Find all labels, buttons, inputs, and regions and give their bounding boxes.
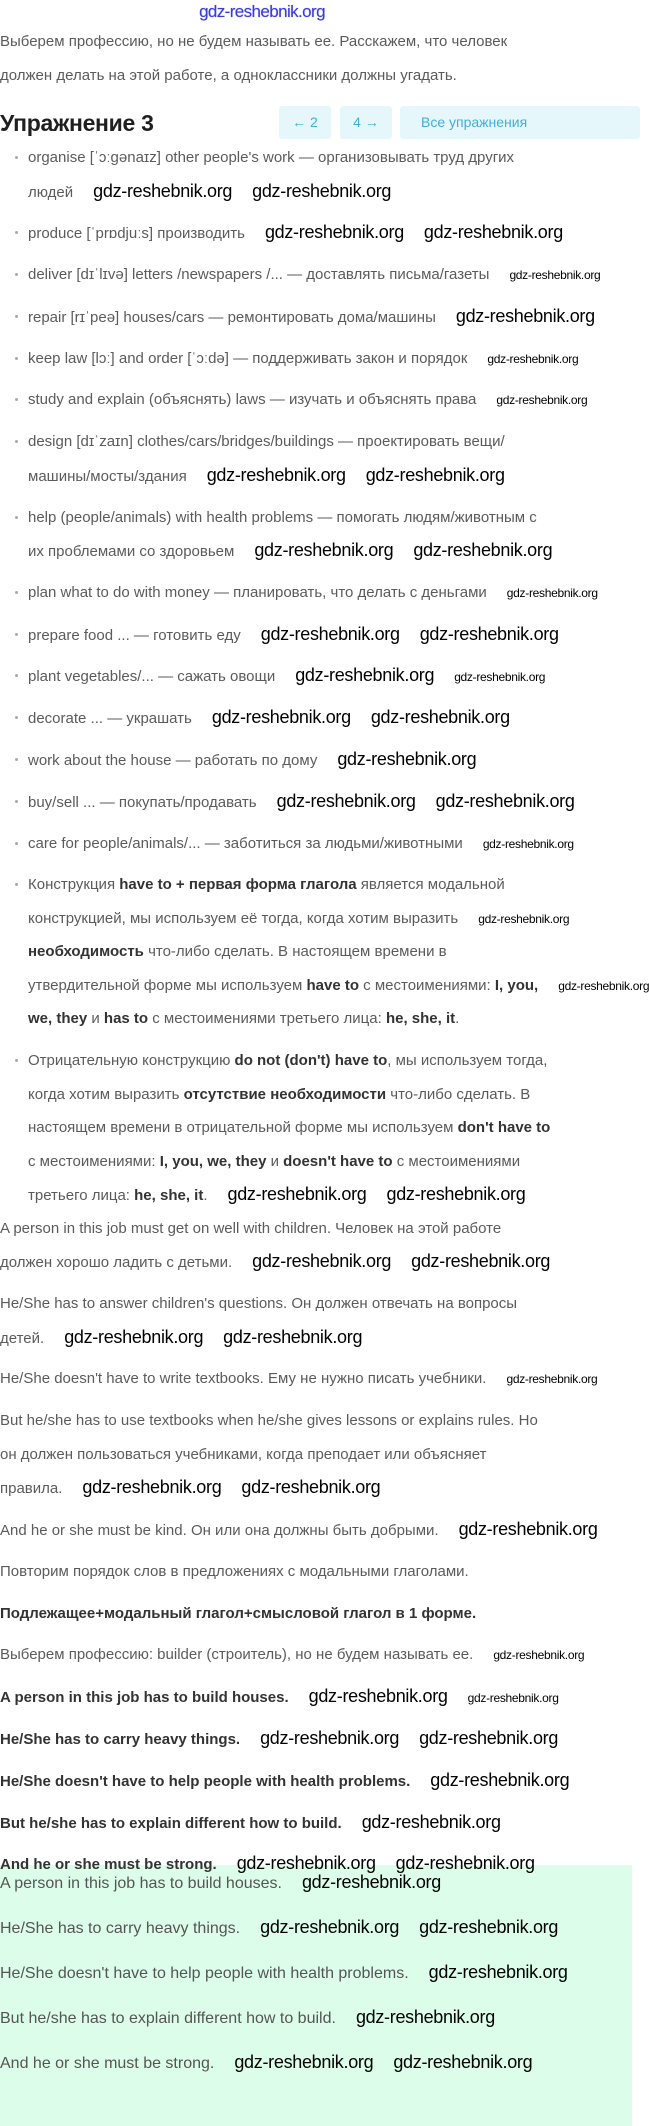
answer-line [0, 2001, 632, 2035]
text-line [28, 1044, 632, 1078]
answer-line [0, 1956, 632, 1990]
list-item [0, 743, 632, 777]
answer-text: He/She has to carry heavy things. [0, 1920, 241, 1937]
text-line [28, 659, 632, 693]
text-segment: deliver [dɪˈlɪvə] letters /newspapers /... — доставлять письма/газеты [28, 266, 490, 284]
watermark: gdz-reshebnik.org [355, 2007, 495, 2027]
text-line [0, 1847, 632, 1881]
text-segment: что-либо сделать. В [386, 1085, 531, 1103]
text-segment: Выберем профессию: builder (строитель), но не будем называть ее. [0, 1646, 474, 1664]
paragraph [0, 1404, 632, 1505]
text-segment: конструкцией, мы используем её тогда, когда хотим выразить [28, 909, 459, 927]
bold-text-segment: do not (don't) have to [234, 1052, 388, 1070]
watermark: gdz-reshebnik.org [64, 1326, 204, 1347]
paragraph [0, 1680, 632, 1714]
text-segment: третьего лица: [28, 1187, 135, 1205]
watermark: gdz-reshebnik.org [419, 623, 559, 644]
text-segment: plan what to do with money — планировать, что делать с деньгами [28, 583, 487, 601]
list-item [0, 827, 632, 861]
watermark: gdz-reshebnik.org [506, 585, 598, 600]
text-segment: с местоимениями [392, 1152, 521, 1170]
bold-text-segment: have to [306, 976, 359, 994]
answer-text: And he or she must be strong. [0, 2055, 215, 2072]
watermark: gdz-reshebnik.org [361, 1811, 501, 1832]
intro-line: Выберем профессию, но не будем называть ее. Расскажем, что человек [0, 33, 508, 50]
text-line [0, 1404, 632, 1438]
watermark: gdz-reshebnik.org [264, 222, 404, 243]
list-item [0, 141, 632, 208]
watermark: gdz-reshebnik.org [211, 707, 351, 728]
text-segment: и [266, 1152, 284, 1170]
watermark: gdz-reshebnik.org [430, 1769, 570, 1790]
watermark: gdz-reshebnik.org [493, 1648, 585, 1663]
text-segment: And he or she must be kind. Он или она должны быть добрыми. [0, 1521, 439, 1539]
next-exercise-button[interactable]: 4 → [340, 106, 392, 139]
watermark: gdz-reshebnik.org [419, 1917, 559, 1937]
text-line [0, 1555, 632, 1589]
text-line [28, 383, 632, 417]
text-line [28, 1145, 632, 1179]
watermark: gdz-reshebnik.org [428, 1962, 568, 1982]
list-item [0, 618, 632, 652]
list-item [0, 342, 632, 376]
text-line [0, 1212, 632, 1246]
answer-text: But he/she has to explain different how to build. [0, 2010, 336, 2027]
watermark: gdz-reshebnik.org [206, 464, 346, 485]
paragraph [0, 1212, 632, 1279]
text-segment: study and explain (объяснять) laws — изучать и объяснять права [28, 391, 477, 409]
list-item [0, 1044, 632, 1212]
text-line [0, 1806, 632, 1840]
paragraph [0, 1638, 632, 1672]
text-segment: plant vegetables/... — сажать овощи [28, 668, 276, 686]
text-line [28, 868, 632, 902]
text-segment: work about the house — работать по дому [28, 752, 318, 770]
text-line [28, 534, 632, 568]
text-segment: repair [rɪˈpeə] houses/cars — ремонтировать дома/машины [28, 308, 436, 326]
bold-text-segment: have to + первая форма глагола [119, 876, 357, 894]
watermark: gdz-reshebnik.org [301, 1872, 441, 1892]
text-segment: . [455, 1010, 460, 1028]
text-segment: Подлежащее+модальный глагол+смысловой глагол в 1 форме. [0, 1604, 477, 1622]
list-item [0, 576, 632, 610]
text-segment: He/She has to carry heavy things. [0, 1730, 241, 1748]
list-item [0, 258, 632, 292]
text-segment: decorate ... — украшать [28, 710, 192, 728]
page-title: Упражнение 3 [0, 110, 154, 136]
watermark: gdz-reshebnik.org [260, 623, 400, 644]
watermark: gdz-reshebnik.org [506, 1372, 598, 1387]
text-line [28, 216, 632, 250]
watermark: gdz-reshebnik.org [365, 464, 505, 485]
text-segment: с местоимениями: [359, 976, 495, 994]
text-segment: But he/she has to use textbooks when he/she gives lessons or explains rules. Но [0, 1412, 538, 1430]
watermark: gdz-reshebnik.org [227, 1184, 367, 1205]
paragraph [0, 1597, 632, 1631]
watermark: gdz-reshebnik.org [295, 665, 435, 686]
text-line [0, 1638, 632, 1672]
paragraph [0, 1847, 632, 1881]
watermark: gdz-reshebnik.org [482, 836, 574, 851]
watermark: gdz-reshebnik.org [458, 1518, 598, 1539]
watermark: gdz-reshebnik.org [276, 790, 416, 811]
watermark: gdz-reshebnik.org [252, 180, 392, 201]
list-item [0, 216, 632, 250]
text-segment: design [dɪˈzaɪn] clothes/cars/bridges/buildings — проектировать вещи/ [28, 433, 505, 451]
all-exercises-button[interactable]: Все упражнения [400, 106, 640, 139]
intro-text [0, 25, 507, 92]
watermark: gdz-reshebnik.org [478, 911, 570, 926]
text-segment: keep law [lɔː] and order [ˈɔːdə] — поддерживать закон и порядок [28, 349, 468, 367]
bold-text-segment: отсутствие необходимости [183, 1085, 387, 1103]
list-item [0, 300, 632, 334]
text-segment: produce [ˈprɒdjuːs] производить [28, 225, 245, 243]
watermark: gdz-reshebnik.org [254, 540, 394, 561]
text-segment: , мы используем тогда, [387, 1052, 548, 1070]
text-segment: He/She doesn't have to write textbooks. Ему не нужно писать учебники. [0, 1370, 487, 1388]
text-line [0, 1471, 632, 1505]
text-line [28, 701, 632, 735]
text-segment: он должен пользоваться учебниками, когда преподает или объясняет [0, 1445, 487, 1463]
text-segment: детей. [0, 1329, 45, 1347]
list-item [0, 425, 632, 492]
bold-text-segment: I, you, we, they [159, 1152, 267, 1170]
text-segment: машины/мосты/здания [28, 467, 187, 485]
bold-text-segment: has to [103, 1010, 149, 1028]
list-item [0, 501, 632, 568]
text-line [28, 1002, 632, 1036]
answer-text: He/She doesn't have to help people with health problems. [0, 1965, 409, 1982]
text-line [28, 743, 632, 777]
text-segment: buy/sell ... — покупать/продавать [28, 793, 257, 811]
text-segment: And he or she must be strong. [0, 1856, 217, 1874]
text-line [28, 827, 632, 861]
text-line [28, 969, 649, 1003]
text-segment: является модальной [356, 876, 505, 894]
watermark: gdz-reshebnik.org [93, 180, 233, 201]
text-line [0, 1597, 632, 1631]
text-line [0, 1245, 632, 1279]
text-segment: их проблемами со здоровьем [28, 543, 235, 561]
answer-line [0, 2046, 632, 2080]
text-segment: . [203, 1187, 208, 1205]
prev-exercise-button[interactable]: ← 2 [279, 106, 331, 139]
text-line [28, 342, 632, 376]
text-line [0, 1438, 632, 1472]
paragraph [0, 1806, 632, 1840]
text-segment: prepare food ... — готовить еду [28, 626, 241, 644]
paragraph [0, 1764, 632, 1798]
text-segment: Отрицательную конструкцию [28, 1052, 235, 1070]
watermark: gdz-reshebnik.org [82, 1477, 222, 1498]
watermark-text: gdz-reshebnik.org [199, 2, 325, 21]
watermark: gdz-reshebnik.org [509, 268, 601, 283]
text-line [0, 1722, 632, 1756]
vocabulary-list [0, 141, 649, 1212]
text-line [28, 1111, 632, 1145]
text-line [28, 258, 632, 292]
paragraph [0, 1513, 632, 1547]
text-segment: Конструкция [28, 876, 120, 894]
site-watermark-link[interactable] [0, 2, 632, 22]
paragraph [0, 1555, 632, 1589]
bold-text-segment: doesn't have to [283, 1152, 393, 1170]
exercise-content [0, 141, 649, 1889]
text-segment: когда хотим выразить [28, 1085, 184, 1103]
explanation-paragraphs [0, 1212, 632, 1881]
text-segment: настоящем времени в отрицательной форме мы используем [28, 1119, 458, 1137]
text-segment: с местоимениями третьего лица: [148, 1010, 386, 1028]
text-segment: But he/she has to explain different how to build. [0, 1814, 342, 1832]
text-line [28, 935, 632, 969]
text-segment: людей [28, 183, 74, 201]
text-line [28, 785, 632, 819]
text-segment: He/She has to answer children's questions. Он должен отвечать на вопросы [0, 1295, 518, 1313]
watermark: gdz-reshebnik.org [260, 1917, 400, 1937]
bold-text-segment: he, she, it [385, 1010, 456, 1028]
text-line [28, 141, 632, 175]
watermark: gdz-reshebnik.org [234, 2052, 374, 2072]
text-segment: правила. [0, 1480, 63, 1498]
bold-text-segment: необходимость [28, 943, 144, 961]
list-item [0, 701, 632, 735]
watermark: gdz-reshebnik.org [370, 707, 510, 728]
text-line [28, 1178, 632, 1212]
text-line [28, 902, 632, 936]
list-item [0, 659, 632, 693]
bold-text-segment: I, you, [494, 976, 539, 994]
watermark: gdz-reshebnik.org [496, 393, 588, 408]
text-segment: должен хорошо ладить с детьми. [0, 1254, 233, 1272]
text-line [28, 618, 632, 652]
watermark: gdz-reshebnik.org [413, 540, 553, 561]
watermark: gdz-reshebnik.org [260, 1727, 400, 1748]
text-line [28, 459, 632, 493]
intro-line: должен делать на этой работе, а одноклассники должны угадать. [0, 66, 457, 84]
watermark: gdz-reshebnik.org [223, 1326, 363, 1347]
watermark: gdz-reshebnik.org [395, 1853, 535, 1874]
watermark: gdz-reshebnik.org [411, 1251, 551, 1272]
bold-text-segment: don't have to [457, 1119, 551, 1137]
watermark: gdz-reshebnik.org [455, 305, 595, 326]
watermark: gdz-reshebnik.org [236, 1853, 376, 1874]
watermark: gdz-reshebnik.org [558, 978, 649, 993]
text-segment: organise [ˈɔːɡənaɪz] other people's work — организовывать труд других [28, 149, 515, 166]
sticky-header [0, 0, 632, 141]
text-segment: что-либо сделать. В настоящем времени в [143, 943, 447, 961]
text-line [28, 175, 632, 209]
text-line [0, 1680, 632, 1714]
text-segment: и [87, 1010, 104, 1028]
watermark: gdz-reshebnik.org [487, 351, 579, 366]
watermark: gdz-reshebnik.org [393, 2052, 533, 2072]
text-line [28, 300, 632, 334]
list-item [0, 383, 632, 417]
text-line [0, 1287, 632, 1321]
text-segment: He/She doesn't have to help people with health problems. [0, 1772, 411, 1790]
text-segment: с местоимениями: [28, 1152, 160, 1170]
watermark: gdz-reshebnik.org [252, 1251, 392, 1272]
text-line [0, 1764, 632, 1798]
bold-text-segment: we, they [28, 1010, 88, 1028]
bold-text-segment: he, she, it [134, 1187, 204, 1205]
text-segment: A person in this job must get on well with children. Человек на этой работе [0, 1219, 502, 1237]
watermark: gdz-reshebnik.org [241, 1477, 381, 1498]
answer-line [0, 1911, 632, 1945]
paragraph [0, 1287, 632, 1354]
text-segment: help (people/animals) with health problems — помогать людям/животным с [28, 508, 537, 526]
watermark: gdz-reshebnik.org [386, 1184, 526, 1205]
paragraph [0, 1722, 632, 1756]
text-line [0, 1362, 632, 1396]
text-line [28, 425, 632, 459]
text-line [28, 501, 632, 535]
watermark: gdz-reshebnik.org [454, 670, 546, 685]
watermark: gdz-reshebnik.org [435, 790, 575, 811]
list-item [0, 868, 649, 1036]
watermark: gdz-reshebnik.org [423, 222, 563, 243]
text-line [0, 1321, 632, 1355]
answer-text: A person in this job has to build houses. [0, 1875, 282, 1892]
paragraph [0, 1362, 632, 1396]
text-segment: A person in this job has to build houses. [0, 1689, 289, 1707]
watermark: gdz-reshebnik.org [337, 749, 477, 770]
watermark: gdz-reshebnik.org [308, 1686, 448, 1707]
text-line [28, 576, 632, 610]
text-segment: care for people/animals/... — заботиться за людьми/животными [28, 834, 463, 852]
text-line [0, 1513, 632, 1547]
text-segment: Повторим порядок слов в предложениях с модальными глаголами. [0, 1562, 469, 1580]
watermark: gdz-reshebnik.org [467, 1691, 559, 1706]
answer-block [0, 1865, 632, 2126]
list-item [0, 785, 632, 819]
text-segment: утвердительной форме мы используем [28, 976, 307, 994]
text-line [28, 1078, 632, 1112]
watermark: gdz-reshebnik.org [419, 1727, 559, 1748]
